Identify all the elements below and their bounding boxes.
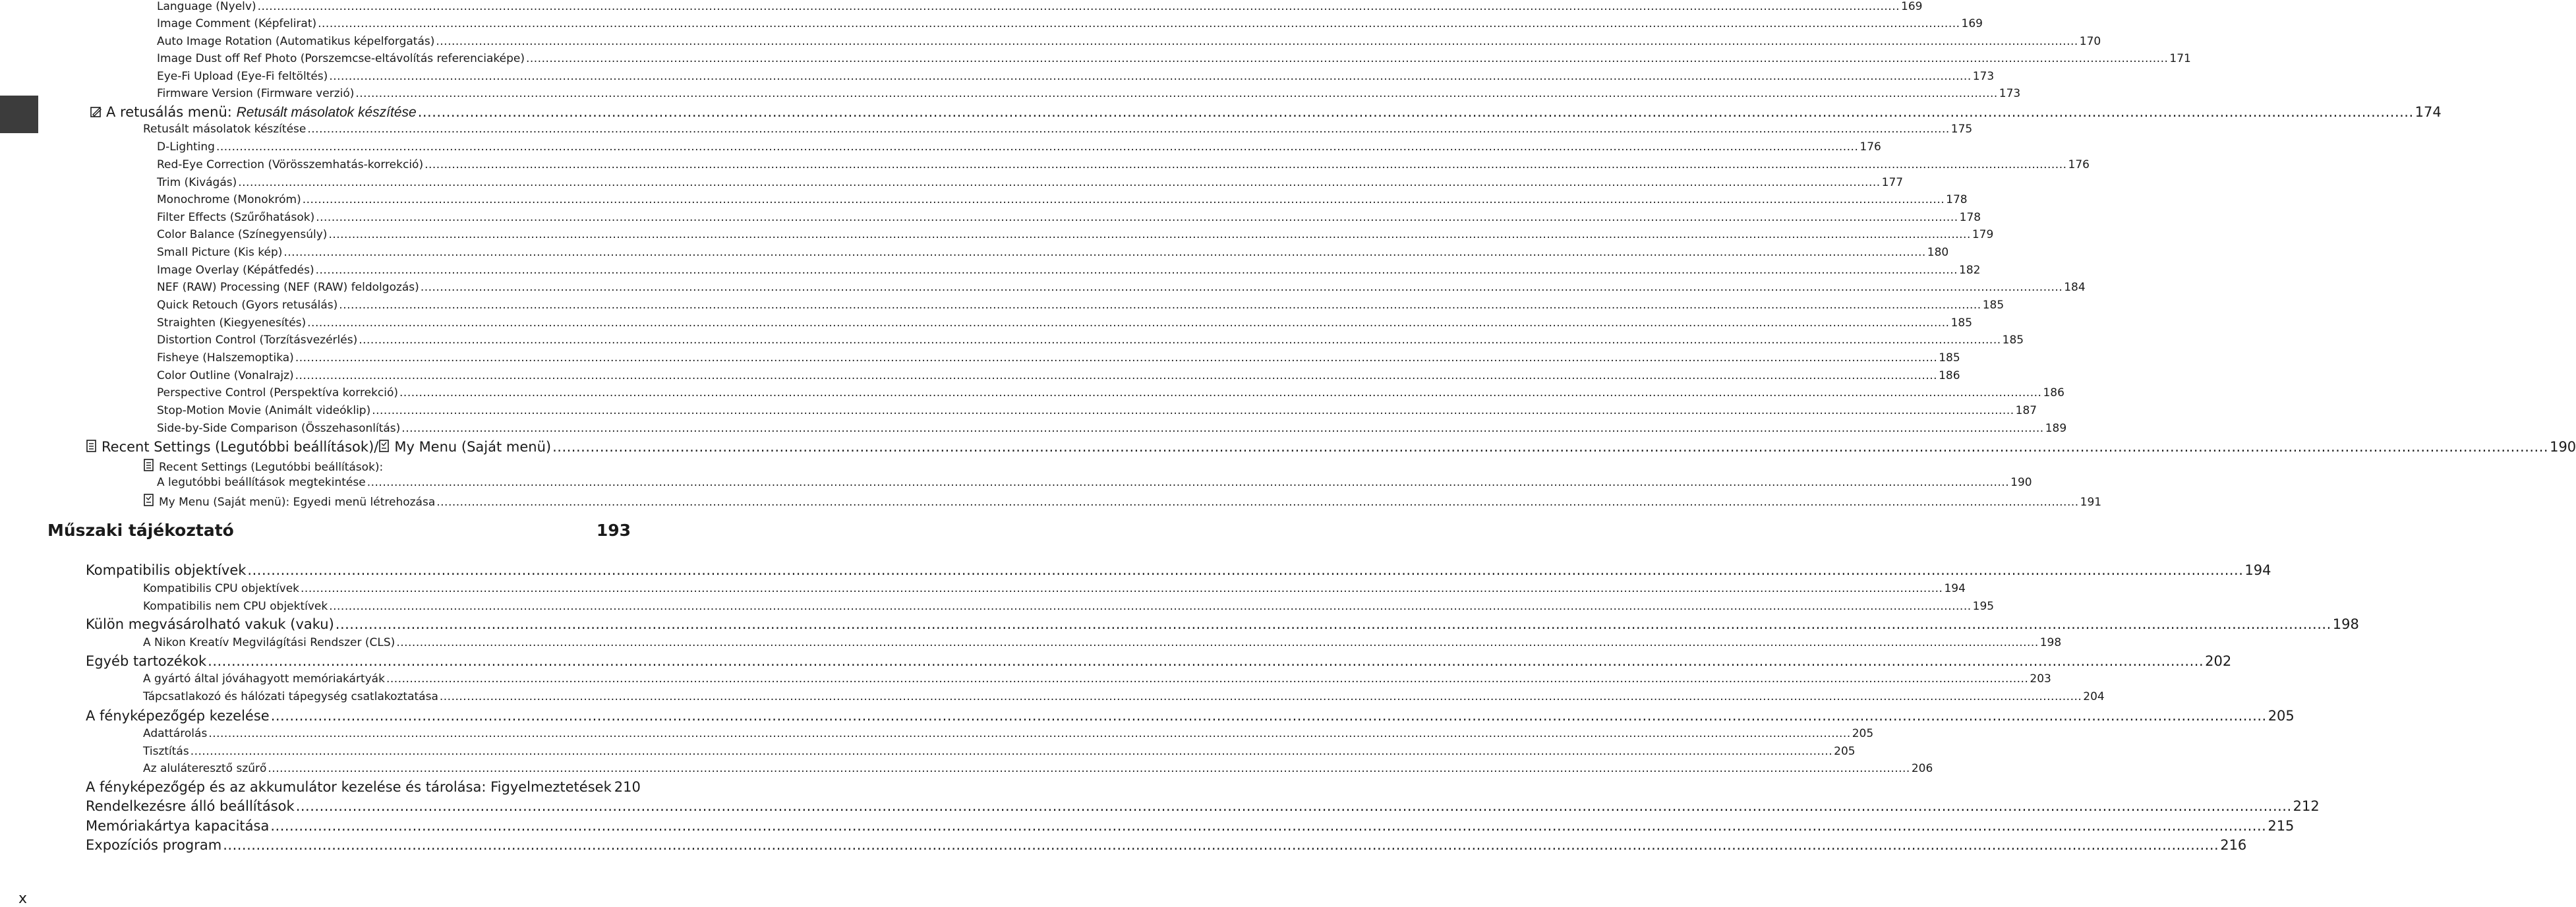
toc-entry[interactable] xyxy=(157,176,1904,189)
toc-entry-label: Kompatibilis nem CPU objektívek xyxy=(143,600,328,613)
toc-entry-page: 212 xyxy=(2293,798,2320,814)
toc-entry-label: Red-Eye Correction (Vörösszemhatás-korrekció) xyxy=(157,158,424,171)
toc-entry-page: 178 xyxy=(1959,211,1981,224)
toc-entry-page: 176 xyxy=(1859,140,1881,154)
leader-dots xyxy=(303,193,1945,206)
leader-dots xyxy=(421,281,2063,294)
leader-dots xyxy=(329,70,1971,83)
toc-entry-page: 185 xyxy=(1939,351,1960,365)
toc-entry-label: Kompatibilis CPU objektívek xyxy=(143,582,300,595)
toc-entry-page: 179 xyxy=(1972,228,1994,241)
leader-dots xyxy=(440,690,2082,703)
leader-dots xyxy=(223,837,2219,853)
toc-entry-page: 191 xyxy=(2080,496,2102,509)
toc-entry[interactable] xyxy=(143,123,1973,136)
leader-dots xyxy=(424,158,2066,171)
toc-entry-label: Memóriakártya kapacitása xyxy=(86,818,270,834)
toc-entry[interactable] xyxy=(143,494,2102,510)
section-heading xyxy=(47,521,631,540)
leader-dots xyxy=(283,246,1925,259)
toc-entry[interactable] xyxy=(143,636,2062,649)
toc-entry-label: Rendelkezésre álló beállítások xyxy=(86,798,295,814)
toc-entry-label: A fényképezőgép és az akkumulátor kezelése és tárolása: Figyelmeztetések xyxy=(86,779,612,795)
toc-entry-page: 186 xyxy=(2043,386,2064,399)
toc-entry[interactable] xyxy=(86,653,2232,669)
toc-entry[interactable] xyxy=(90,104,2442,121)
toc-entry-label: A legutóbbi beállítások megtekintése xyxy=(157,476,366,489)
toc-entry[interactable] xyxy=(157,70,1995,83)
toc-entry-label: Straighten (Kiegyenesítés) xyxy=(157,316,307,330)
recent-settings-icon xyxy=(143,459,155,475)
leader-dots xyxy=(216,140,1858,154)
toc-entry[interactable] xyxy=(157,334,2024,347)
toc-entry-label: A retusálás menü: Retusált másolatok készítése xyxy=(90,104,417,121)
leader-dots xyxy=(372,404,2014,417)
leader-dots xyxy=(386,672,2028,686)
toc-entry[interactable] xyxy=(86,439,2576,456)
toc-entry-label: Side-by-Side Comparison (Összehasonlítás) xyxy=(157,422,401,435)
leader-dots xyxy=(268,762,1910,775)
toc-entry-page: 190 xyxy=(2550,439,2576,455)
toc-entry-page: 182 xyxy=(1959,264,1981,277)
toc-entry[interactable] xyxy=(157,316,1973,330)
leader-dots xyxy=(418,104,2414,120)
toc-entry-label: Auto Image Rotation (Automatikus képelforgatás) xyxy=(157,35,435,48)
toc-entry-label: Egyéb tartozékok xyxy=(86,653,207,669)
toc-entry-label: Image Dust off Ref Photo (Porszemcse-eltávolítás referenciaképe) xyxy=(157,52,525,65)
toc-entry-page: 216 xyxy=(2220,837,2247,853)
chapter-tab xyxy=(0,96,38,133)
toc-entry[interactable] xyxy=(157,299,2005,312)
toc-entry-page: 169 xyxy=(1961,17,1983,30)
toc-entry-page: 169 xyxy=(1901,0,1923,13)
toc-entry[interactable] xyxy=(157,17,1983,30)
leader-dots xyxy=(295,369,1937,382)
toc-entry-label: Quick Retouch (Gyors retusálás) xyxy=(157,299,338,312)
toc-entry[interactable] xyxy=(143,762,1933,775)
toc-entry[interactable] xyxy=(143,690,2105,703)
leader-dots xyxy=(526,52,2168,65)
toc-entry[interactable] xyxy=(143,459,383,475)
toc-entry[interactable] xyxy=(157,0,1923,13)
leader-dots xyxy=(271,708,2267,724)
toc-entry-page: 215 xyxy=(2268,818,2295,834)
leader-dots xyxy=(339,299,1981,312)
toc-entry-label: Firmware Version (Firmware verzió) xyxy=(157,87,355,100)
toc-entry-page: 184 xyxy=(2064,281,2086,294)
toc-entry[interactable] xyxy=(86,818,2295,834)
toc-entry-page: 205 xyxy=(2268,708,2295,724)
retouch-menu-icon xyxy=(90,105,102,121)
toc-entry-page: 173 xyxy=(1999,87,2021,100)
toc-entry-label: Tisztítás xyxy=(143,745,189,758)
toc-entry[interactable] xyxy=(86,798,2320,814)
toc-entry[interactable] xyxy=(157,281,2086,294)
toc-entry-label: A fényképezőgép kezelése xyxy=(86,708,270,724)
toc-entry-page: 185 xyxy=(2002,334,2024,347)
leader-dots xyxy=(318,17,1960,30)
leader-dots xyxy=(436,35,2078,48)
toc-entry-label: Perspective Control (Perspektíva korrekció) xyxy=(157,386,399,399)
toc-entry-label: Az aluláteresztő szűrő xyxy=(143,762,267,775)
toc-entry-label: Külön megvásárolható vakuk (vaku) xyxy=(86,616,334,632)
toc-entry-page: 176 xyxy=(2068,158,2090,171)
toc-entry-page: 210 xyxy=(614,779,641,795)
leader-dots xyxy=(208,727,1850,740)
toc-entry[interactable] xyxy=(157,211,1981,224)
toc-entry[interactable] xyxy=(157,369,1960,382)
toc-entry-page: 180 xyxy=(1927,246,1949,259)
recent-settings-icon xyxy=(86,440,98,456)
leader-dots xyxy=(238,176,1880,189)
toc-entry-page: 175 xyxy=(1950,123,1973,136)
toc-entry-page: 205 xyxy=(1834,745,1856,758)
toc-entry[interactable] xyxy=(157,351,1960,365)
toc-entry-page: 203 xyxy=(2030,672,2051,686)
toc-entry[interactable] xyxy=(143,600,1995,613)
toc-entry-label: Kompatibilis objektívek xyxy=(86,562,247,578)
leader-dots xyxy=(307,316,1949,330)
toc-entry-label: Language (Nyelv) xyxy=(157,0,256,13)
leader-dots xyxy=(401,422,2043,435)
leader-dots xyxy=(270,818,2266,834)
my-menu-icon xyxy=(378,440,390,456)
toc-entry-page: 187 xyxy=(2015,404,2037,417)
leader-dots xyxy=(336,616,2331,632)
toc-entry-page: 178 xyxy=(1946,193,1968,206)
toc-entry-label: Retusált másolatok készítése xyxy=(143,123,307,136)
toc-entry[interactable] xyxy=(157,246,1949,259)
toc-entry[interactable] xyxy=(157,404,2037,417)
toc-entry[interactable] xyxy=(143,745,1856,758)
toc-entry-label: Monochrome (Monokróm) xyxy=(157,193,301,206)
leader-dots xyxy=(396,636,2038,649)
toc-entry[interactable] xyxy=(157,422,2067,435)
toc-entry-page: 202 xyxy=(2205,653,2232,669)
toc-entry-page: 198 xyxy=(2039,636,2062,649)
toc-entry[interactable] xyxy=(143,727,1874,740)
toc-entry-label: Recent Settings (Legutóbbi beállítások)/ My Menu (Saját menü) xyxy=(86,439,551,456)
leader-dots xyxy=(258,0,1900,13)
leader-dots xyxy=(328,228,1970,241)
toc-entry-label: Small Picture (Kis kép) xyxy=(157,246,283,259)
toc-entry-label: Tápcsatlakozó és hálózati tápegység csatlakoztatása xyxy=(143,690,438,703)
toc-entry-label: Expozíciós program xyxy=(86,837,222,853)
toc-entry[interactable] xyxy=(86,616,2359,632)
toc-entry-label: A gyártó által jóváhagyott memóriakártyák xyxy=(143,672,385,686)
toc-entry-label: Color Balance (Színegyensúly) xyxy=(157,228,328,241)
toc-entry-label: Distortion Control (Torzításvezérlés) xyxy=(157,334,358,347)
toc-entry[interactable] xyxy=(86,837,2247,853)
toc-entry[interactable] xyxy=(157,140,1881,154)
page-number: x xyxy=(18,891,28,907)
toc-entry[interactable] xyxy=(143,672,2051,686)
leader-dots xyxy=(301,582,1943,595)
leader-dots xyxy=(436,496,2078,509)
toc-entry[interactable] xyxy=(143,582,1966,595)
leader-dots xyxy=(247,562,2243,578)
toc-entry-page: 189 xyxy=(2045,422,2067,435)
toc-entry-label: Image Comment (Képfelirat) xyxy=(157,17,317,30)
leader-dots xyxy=(329,600,1971,613)
toc-entry-page: 190 xyxy=(2010,476,2032,489)
leader-dots xyxy=(359,334,2001,347)
toc-entry-page: 171 xyxy=(2169,52,2191,65)
toc-entry-label: Image Overlay (Képátfedés) xyxy=(157,264,314,277)
toc-entry-page: 173 xyxy=(1972,70,1995,83)
toc-entry-page: 185 xyxy=(1982,299,2005,312)
toc-entry-page: 205 xyxy=(1852,727,1874,740)
toc-entry[interactable] xyxy=(157,52,2191,65)
leader-dots xyxy=(295,351,1937,365)
toc-entry-label: Eye-Fi Upload (Eye-Fi feltöltés) xyxy=(157,70,328,83)
toc-entry-label: D-Lighting xyxy=(157,140,215,154)
leader-dots xyxy=(316,211,1958,224)
toc-entry[interactable] xyxy=(157,35,2101,48)
toc-entry-page: 195 xyxy=(1972,600,1995,613)
leader-dots xyxy=(367,476,2009,489)
toc-entry[interactable] xyxy=(157,264,1981,277)
toc-entry-label: My Menu (Saját menü): Egyedi menü létrehozása xyxy=(143,494,435,510)
leader-dots xyxy=(316,264,1958,277)
toc-entry[interactable] xyxy=(86,779,641,795)
toc-entry-page: 186 xyxy=(1939,369,1960,382)
toc-entry-page: 204 xyxy=(2083,690,2105,703)
leader-dots xyxy=(552,439,2548,455)
section-title: Műszaki tájékoztató xyxy=(47,521,234,540)
toc-entry[interactable] xyxy=(157,193,1968,206)
toc-entry-label: Fisheye (Halszemoptika) xyxy=(157,351,294,365)
toc-entry[interactable] xyxy=(157,476,2032,489)
toc-entry-page: 174 xyxy=(2415,104,2442,120)
toc-entry-label: Adattárolás xyxy=(143,727,208,740)
toc-entry-label: NEF (RAW) Processing (NEF (RAW) feldolgozás) xyxy=(157,281,419,294)
toc-entry-page: 185 xyxy=(1950,316,1973,330)
section-page: 193 xyxy=(596,521,631,540)
my-menu-icon xyxy=(143,494,155,510)
toc-entry-label: Stop-Motion Movie (Animált videóklip) xyxy=(157,404,371,417)
toc-entry-label: Filter Effects (Szűrőhatások) xyxy=(157,211,315,224)
leader-dots xyxy=(307,123,1949,136)
toc-entry[interactable] xyxy=(157,87,2021,100)
leader-dots xyxy=(399,386,2041,399)
toc-entry[interactable] xyxy=(157,386,2064,399)
toc-entry-label: Color Outline (Vonalrajz) xyxy=(157,369,294,382)
toc-entry-page: 194 xyxy=(1944,582,1966,595)
toc-entry-label: A Nikon Kreatív Megvilágítási Rendszer (CLS) xyxy=(143,636,395,649)
toc-entry[interactable] xyxy=(157,158,2090,171)
leader-dots xyxy=(208,653,2204,669)
leader-dots xyxy=(190,745,1832,758)
toc-entry[interactable] xyxy=(86,708,2295,724)
toc-entry[interactable] xyxy=(86,562,2271,578)
toc-entry[interactable] xyxy=(157,228,1994,241)
toc-entry-page: 170 xyxy=(2079,35,2101,48)
toc-entry-page: 194 xyxy=(2244,562,2271,578)
toc-entry-page: 206 xyxy=(1911,762,1933,775)
toc-entry-page: 198 xyxy=(2332,616,2359,632)
toc-entry-label: Trim (Kivágás) xyxy=(157,176,237,189)
toc-entry-page: 177 xyxy=(1881,176,1904,189)
leader-dots xyxy=(355,87,1997,100)
toc-entry-label: Recent Settings (Legutóbbi beállítások): xyxy=(143,459,383,475)
leader-dots xyxy=(296,798,2292,814)
